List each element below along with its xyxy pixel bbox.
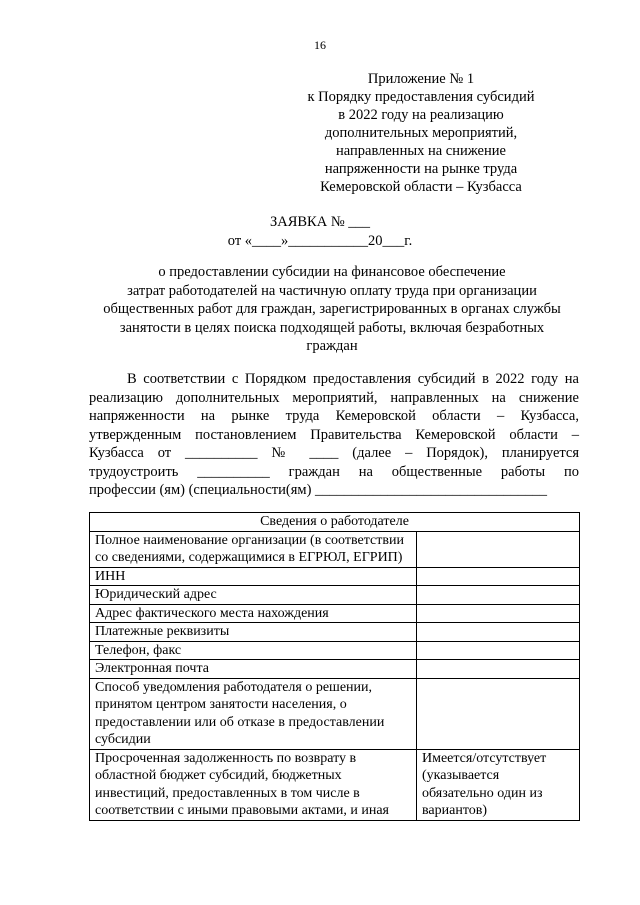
- appendix-header: [290, 70, 552, 196]
- table-row: [90, 623, 580, 642]
- table-row: [90, 604, 580, 623]
- application-subject: [80, 263, 584, 356]
- table-row: [90, 749, 580, 820]
- paragraph-line: напряженности на рынке труда Кемеровской области – Кузбасса,: [89, 408, 579, 424]
- row-value: [417, 531, 580, 567]
- body-paragraph: [89, 370, 579, 500]
- subject-line: общественных работ для граждан, зарегистрированных в органах службы: [103, 301, 561, 317]
- table-header-row: [90, 513, 580, 532]
- row-value: [417, 567, 580, 586]
- paragraph-line: Кузбасса от __________ № ____ (далее – Порядок), планируется: [89, 445, 579, 461]
- appendix-line: направленных на снижение: [336, 143, 506, 159]
- appendix-line: Кемеровской области – Кузбасса: [320, 179, 522, 195]
- appendix-line: напряженности на рынке труда: [324, 161, 518, 177]
- row-value: [417, 641, 580, 660]
- row-label: Полное наименование организации (в соответствии со сведениями, содержащимися в ЕГРЮЛ, ЕГРИП): [90, 531, 417, 567]
- row-value: [417, 604, 580, 623]
- table-row: [90, 660, 580, 679]
- row-value: [417, 660, 580, 679]
- row-value: Имеется/отсутствует (указывается обязательно один из вариантов): [417, 749, 580, 820]
- row-value: [417, 678, 580, 749]
- paragraph-line: утвержденным постановлением Правительства Кемеровской области –: [89, 426, 579, 443]
- table-row: [90, 641, 580, 660]
- row-label: Платежные реквизиты: [90, 623, 417, 642]
- table-header: Сведения о работодателе: [90, 513, 580, 532]
- row-label: Адрес фактического места нахождения: [90, 604, 417, 623]
- row-label: Способ уведомления работодателя о решении, принятом центром занятости населения, о предоставлении или об отказе в предоставлении субсидии: [90, 678, 417, 749]
- appendix-line: в 2022 году на реализацию: [338, 107, 504, 123]
- paragraph-line: профессии (ям) (специальности(ям) ________________________________: [89, 482, 548, 498]
- table-row: [90, 567, 580, 586]
- paragraph-line: В соответствии с Порядком предоставления субсидий в 2022 году на: [127, 371, 579, 387]
- table-row: [90, 678, 580, 749]
- subject-line: занятости в целях поиска подходящей работы, включая безработных: [119, 319, 545, 336]
- table-row: [90, 586, 580, 605]
- row-label: Юридический адрес: [90, 586, 417, 605]
- page-number: 16: [314, 38, 326, 52]
- paragraph-line: реализацию дополнительных мероприятий, направленных на снижение: [89, 389, 579, 406]
- appendix-line: дополнительных мероприятий,: [324, 125, 518, 141]
- application-title: ЗАЯВКА № ___: [269, 214, 371, 230]
- appendix-line: к Порядку предоставления субсидий: [307, 89, 535, 105]
- row-label: Просроченная задолженность по возврату в областной бюджет субсидий, бюджетных инвестиций, предоставленных в том числе в соответствии с иными правовыми актами, и иная: [90, 749, 417, 820]
- row-value: [417, 623, 580, 642]
- application-date-line: от «____»___________20___г.: [227, 233, 413, 249]
- application-heading: [0, 213, 640, 251]
- subject-line: граждан: [306, 338, 358, 354]
- row-label: Электронная почта: [90, 660, 417, 679]
- row-value: [417, 586, 580, 605]
- paragraph-line: трудоустроить __________ граждан на общественные работы по: [89, 463, 579, 480]
- table-row: [90, 531, 580, 567]
- row-label: ИНН: [90, 567, 417, 586]
- subject-line: затрат работодателей на частичную оплату труда при организации: [127, 282, 537, 299]
- appendix-line: Приложение № 1: [367, 71, 475, 87]
- employer-info-table: [89, 512, 580, 821]
- row-label: Телефон, факс: [90, 641, 417, 660]
- subject-line: о предоставлении субсидии на финансовое обеспечение: [158, 264, 506, 280]
